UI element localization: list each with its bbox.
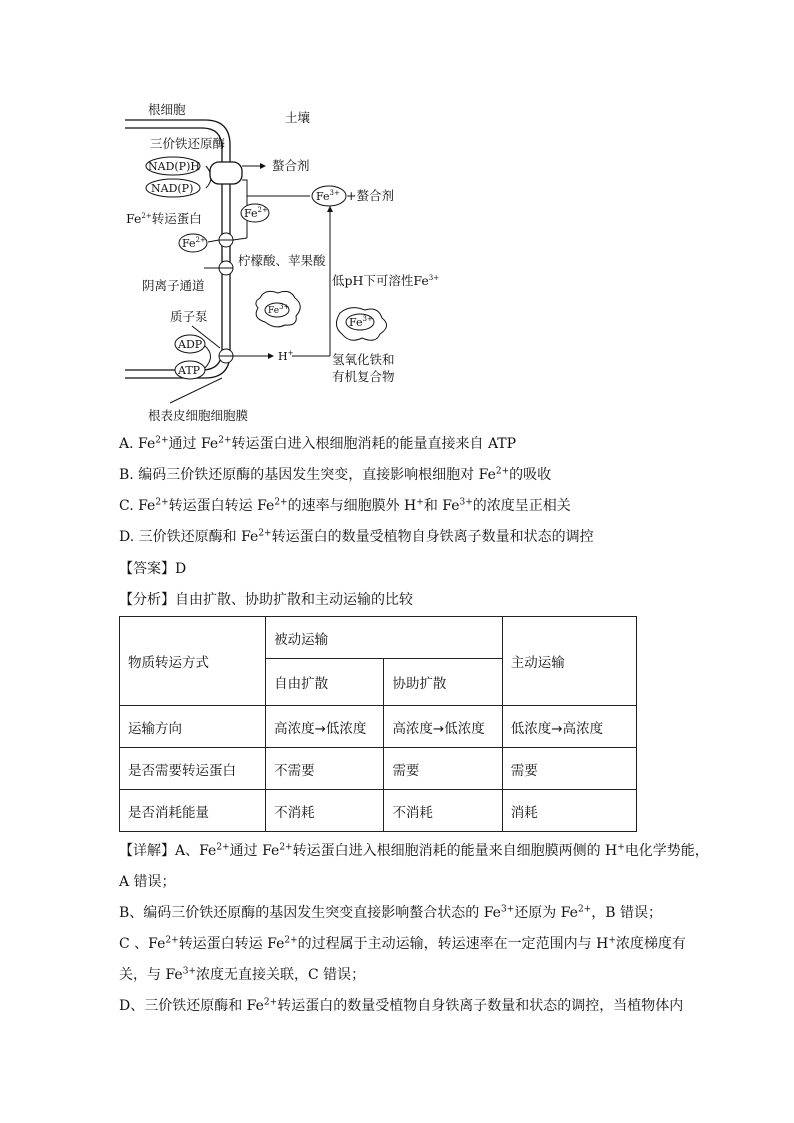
hydroxide-label-2: 有机复合物 (332, 369, 395, 384)
citric-malic-label: 柠檬酸、苹果酸 (238, 253, 326, 268)
anion-channel-label: 阴离子通道 (142, 278, 205, 293)
table-row (120, 748, 637, 790)
fe3-chelator-label: +螯合剂 (346, 188, 394, 203)
nadph-label: NAD(P)H (148, 160, 200, 173)
header-active: 主动运输 (502, 617, 636, 706)
membrane-pointer (170, 378, 222, 403)
table-cell: 是否需要转运蛋白 (120, 748, 266, 790)
iron-uptake-diagram (110, 98, 470, 428)
option-b: B. 编码三价铁还原酶的基因发生突变，直接影响根细胞对 $Fe^{2+}$的吸收 (119, 466, 552, 483)
arrowhead (268, 353, 274, 359)
table-row (120, 706, 637, 748)
h-plus-label: H+ (278, 349, 294, 363)
detail-line-2: A 错误； (119, 874, 176, 890)
answer-line: 【答案】D (119, 561, 187, 577)
table-cell: 高浓度→低浓度 (384, 706, 502, 748)
option-d: D. 三价铁还原酶和 $Fe^{2+}$转运蛋白的数量受植物自身铁离子数量和状态的调控 (119, 528, 594, 545)
atp-hydrolysis-arrow (205, 346, 211, 368)
table-cell: 运输方向 (120, 706, 266, 748)
detail-line-5: 关，与 $Fe^{3+}$浓度无直接关联，C 错误； (119, 966, 366, 983)
fe2-inward-arrow (208, 240, 219, 242)
diagram-svg (110, 98, 470, 428)
detail-line-1: 【详解】A、$Fe^{2+}$通过 $Fe^{2+}$转运蛋白进入根细胞消耗的能量来自细胞膜两侧的 H+电化学势能， (119, 842, 709, 859)
analysis-heading: 【分析】自由扩散、协助扩散和主动运输的比较 (119, 592, 413, 608)
atp-label: ATP (178, 364, 201, 377)
table-cell: 高浓度→低浓度 (266, 706, 384, 748)
fe3-path (242, 180, 310, 196)
detail-line-4: C 、$Fe^{2+}$转运蛋白转运 $Fe^{2+}$的过程属于主动运输，转运速率在一定范围内与 H+浓度梯度有 (119, 935, 686, 952)
hydroxide-label-1: 氢氧化铁和 (332, 352, 395, 367)
root-cell-label: 根细胞 (148, 102, 186, 117)
low-ph-label: 低pH下可溶性$Fe^{3+}$ (332, 273, 440, 288)
soil-label: 土壤 (285, 110, 311, 125)
header-facilitated: 协助扩散 (384, 659, 502, 706)
table-cell: 不消耗 (384, 790, 502, 832)
membrane-label: 根表皮细胞细胞膜 (148, 408, 249, 423)
ferric-reductase-label: 三价铁还原酶 (150, 136, 226, 151)
header-passive: 被动运输 (266, 617, 503, 659)
table-cell: 是否消耗能量 (120, 790, 266, 832)
option-a: A. $Fe^{2+}$通过 $Fe^{2+}$转运蛋白进入根细胞消耗的能量直接来自 ATP (119, 435, 517, 452)
table-cell: 需要 (502, 748, 636, 790)
table-cell: 需要 (384, 748, 502, 790)
table-cell: 不消耗 (266, 790, 384, 832)
fe2-transporter-label: $Fe^{2+}$转运蛋白 (126, 211, 202, 226)
table-cell: 不需要 (266, 748, 384, 790)
fe3-label: $Fe^{3+}$ (316, 189, 340, 203)
hydroxide-fe3-label: $Fe^{3+}$ (349, 315, 373, 329)
arrowhead (327, 206, 333, 212)
fe2-into-transporter (233, 238, 247, 240)
table-cell: 低浓度→高浓度 (502, 706, 636, 748)
reductase-protein (210, 162, 242, 184)
chelator-label: 螯合剂 (272, 158, 310, 173)
adp-label: ADP (178, 338, 203, 351)
proton-pump-label: 质子泵 (170, 309, 208, 324)
fe2-outer-label: $Fe^{2+}$ (244, 206, 268, 220)
transport-comparison-table (119, 616, 637, 832)
option-c: C. $Fe^{2+}$转运蛋白转运 $Fe^{2+}$的速率与细胞膜外 H+和 $Fe^{3+}$的浓度呈正相关 (119, 497, 571, 514)
table-cell: 消耗 (502, 790, 636, 832)
table-row (120, 790, 637, 832)
header-mode: 物质转运方式 (120, 617, 266, 706)
header-free-diffusion: 自由扩散 (266, 659, 384, 706)
detail-line-3: B、编码三价铁还原酶的基因发生突变直接影响螯合状态的 $Fe^{3+}$还原为 $Fe^{2+}$，B 错误； (119, 904, 662, 921)
nadp-label: NAD(P) (151, 182, 194, 195)
fe3-blob-label: $Fe^{3+}$ (268, 303, 290, 316)
detail-line-6: D、三价铁还原酶和 $Fe^{2+}$转运蛋白的数量受植物自身铁离子数量和状态的调控，当植物体内 (119, 997, 684, 1014)
arrowhead (260, 163, 266, 169)
fe2-inner-label: $Fe^{2+}$ (182, 236, 206, 250)
